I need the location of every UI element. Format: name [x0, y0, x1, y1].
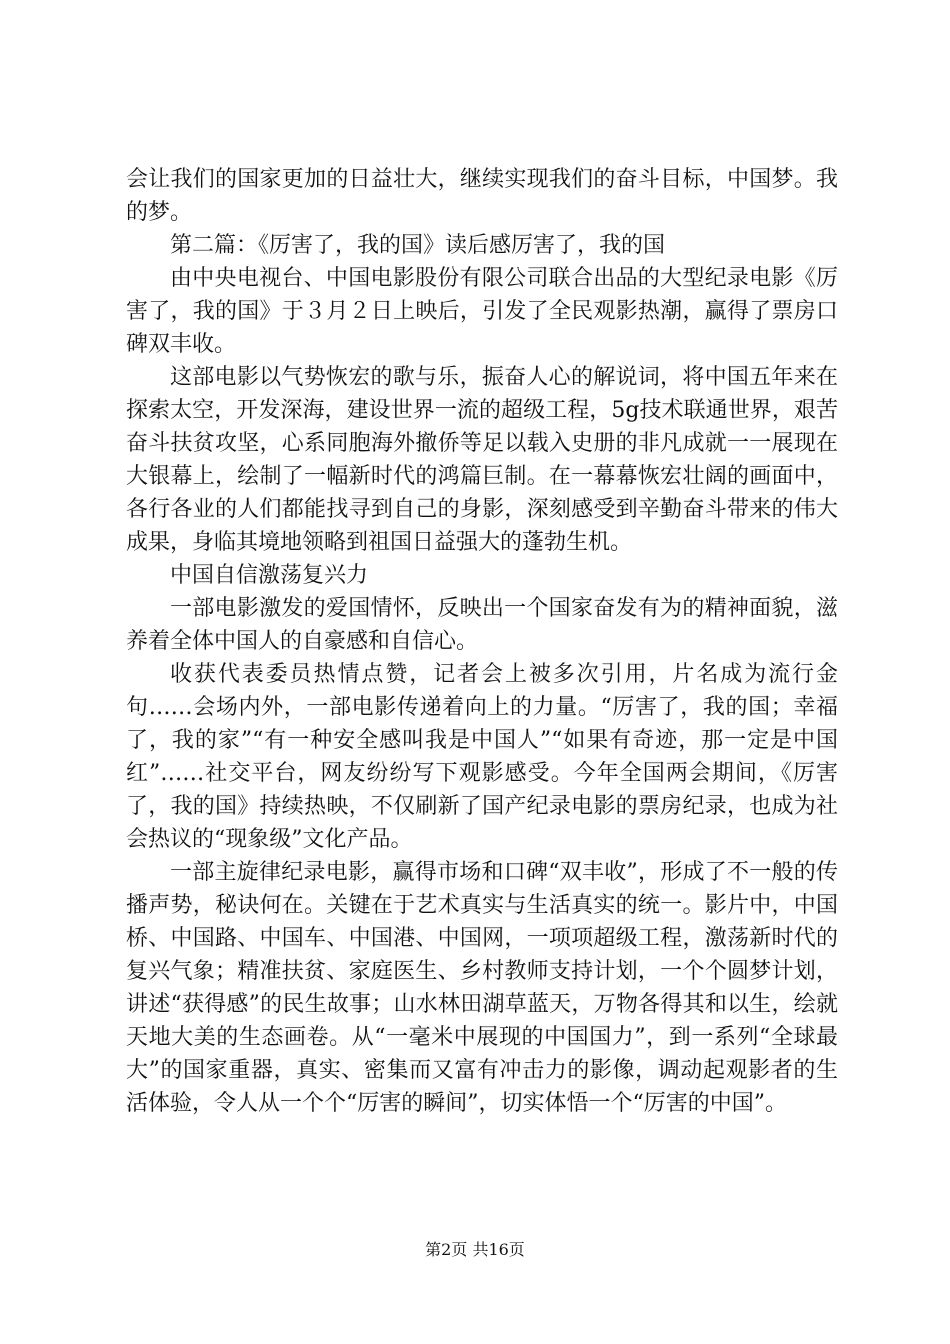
paragraph: 会让我们的国家更加的日益壮大，继续实现我们的奋斗目标，中国梦。我的梦。: [126, 167, 838, 225]
paragraph: 收获代表委员热情点赞，记者会上被多次引用，片名成为流行金句……会场内外，一部电影传递着向上的力量。“厉害了，我的国；幸福了，我的家”“有一种安全感叫我是中国人”“如果有奇迹，那一定是中国红”……社交平台，网友纷纷写下观影感受。今年全国两会期间，《厉害了，我的国》持续热映，不仅刷新了国产纪录电影的票房纪录，也成为社会热议的“现象级”文化产品。: [126, 662, 838, 852]
page-footer: [0, 1240, 950, 1260]
paragraph: 一部电影激发的爱国情怀，反映出一个国家奋发有为的精神面貌，滋养着全体中国人的自豪感和自信心。: [126, 596, 838, 654]
section-heading: 第二篇：《厉害了，我的国》读后感厉害了，我的国: [170, 233, 666, 258]
paragraph: 这部电影以气势恢宏的歌与乐，振奋人心的解说词，将中国五年来在探索太空，开发深海，建设世界一流的超级工程，5g技术联通世界，艰苦奋斗扶贫攻坚，心系同胞海外撤侨等足以载入史册的非凡成就一一展现在大银幕上，绘制了一幅新时代的鸿篇巨制。在一幕幕恢宏壮阔的画面中，各行各业的人们都能找寻到自己的身影，深刻感受到辛勤奋斗带来的伟大成果，身临其境地领略到祖国日益强大的蓬勃生机。: [126, 365, 838, 555]
paragraph: 由中央电视台、中国电影股份有限公司联合出品的大型纪录电影《厉害了，我的国》于３月２日上映后，引发了全民观影热潮，赢得了票房口碑双丰收。: [126, 266, 838, 357]
document-body: [126, 163, 838, 1120]
subheading: 中国自信激荡复兴力: [170, 563, 369, 588]
page-number-label: 第2页 共16页: [425, 1240, 525, 1259]
paragraph: 一部主旋律纪录电影，赢得市场和口碑“双丰收”，形成了不一般的传播声势，秘诀何在。关键在于艺术真实与生活真实的统一。影片中，中国桥、中国路、中国车、中国港、中国网，一项项超级工程，激荡新时代的复兴气象；精准扶贫、家庭医生、乡村教师支持计划，一个个圆梦计划，讲述“获得感”的民生故事；山水林田湖草蓝天，万物各得其和以生，绘就天地大美的生态画卷。从“一毫米中展现的中国国力”，到一系列“全球最大”的国家重器，真实、密集而又富有冲击力的影像，调动起观影者的生活体验，令人从一个个“厉害的瞬间”，切实体悟一个“厉害的中国”。: [126, 860, 838, 1116]
